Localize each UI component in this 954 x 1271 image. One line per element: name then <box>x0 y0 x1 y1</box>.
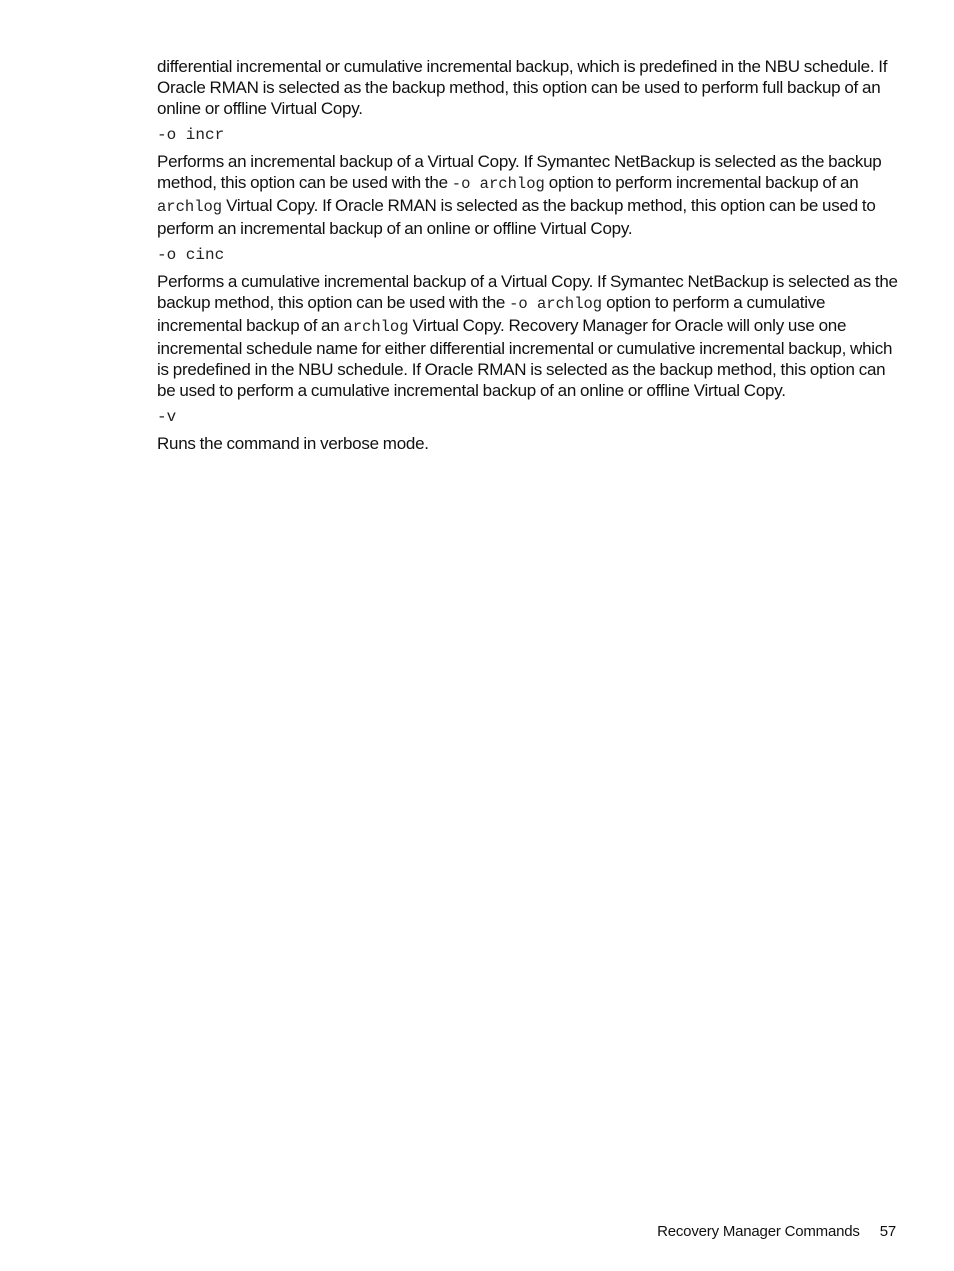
text-segment: Performs an incremental backup of a Virtual Copy. If Symantec NetBackup is selected as the backup method, this option can be used with the <box>157 152 882 192</box>
paragraph-intro: differential incremental or cumulative incremental backup, which is predefined in the NBU schedule. If Oracle RMAN is selected as the backup method, this option can be used to perform full backup of an online or offline Virtual Copy. <box>157 57 888 118</box>
code-archlog: archlog <box>343 318 409 336</box>
footer-section-title: Recovery Manager Commands <box>657 1223 860 1240</box>
code-archlog: archlog <box>157 198 223 216</box>
paragraph-cinc-description <box>157 271 899 401</box>
text-segment: option to perform incremental backup of an <box>544 173 859 192</box>
option-cinc: -o cinc <box>157 246 225 264</box>
text-segment: Virtual Copy. If Oracle RMAN is selected as the backup method, this option can be used to perform an incremental backup of an online or offline Virtual Copy. <box>157 196 876 238</box>
text-segment: Performs a cumulative incremental backup of a Virtual Copy. If Symantec NetBackup is selected as the backup method, this option can be used with the <box>157 272 898 312</box>
code-archlog-option: -o archlog <box>451 175 545 193</box>
page-number: 57 <box>879 1223 896 1240</box>
option-incr: -o incr <box>157 126 225 144</box>
text-segment: option to perform a cumulative incremental backup of an <box>157 293 826 335</box>
text-segment: Virtual Copy. Recovery Manager for Oracle will only use one incremental schedule name for either differential incremental or cumulative incremental backup, which is predefined in the NBU schedule. If Oracle RMAN is selected as the backup method, this option can be used to perform a cumulative incremental backup of an online or offline Virtual Copy. <box>157 316 893 400</box>
paragraph-verbose-description: Runs the command in verbose mode. <box>157 434 429 453</box>
option-verbose: -v <box>157 408 177 426</box>
document-body <box>157 56 899 460</box>
code-archlog-option: -o archlog <box>509 295 603 313</box>
page-footer <box>600 1222 896 1242</box>
paragraph-incr-description <box>157 151 899 239</box>
